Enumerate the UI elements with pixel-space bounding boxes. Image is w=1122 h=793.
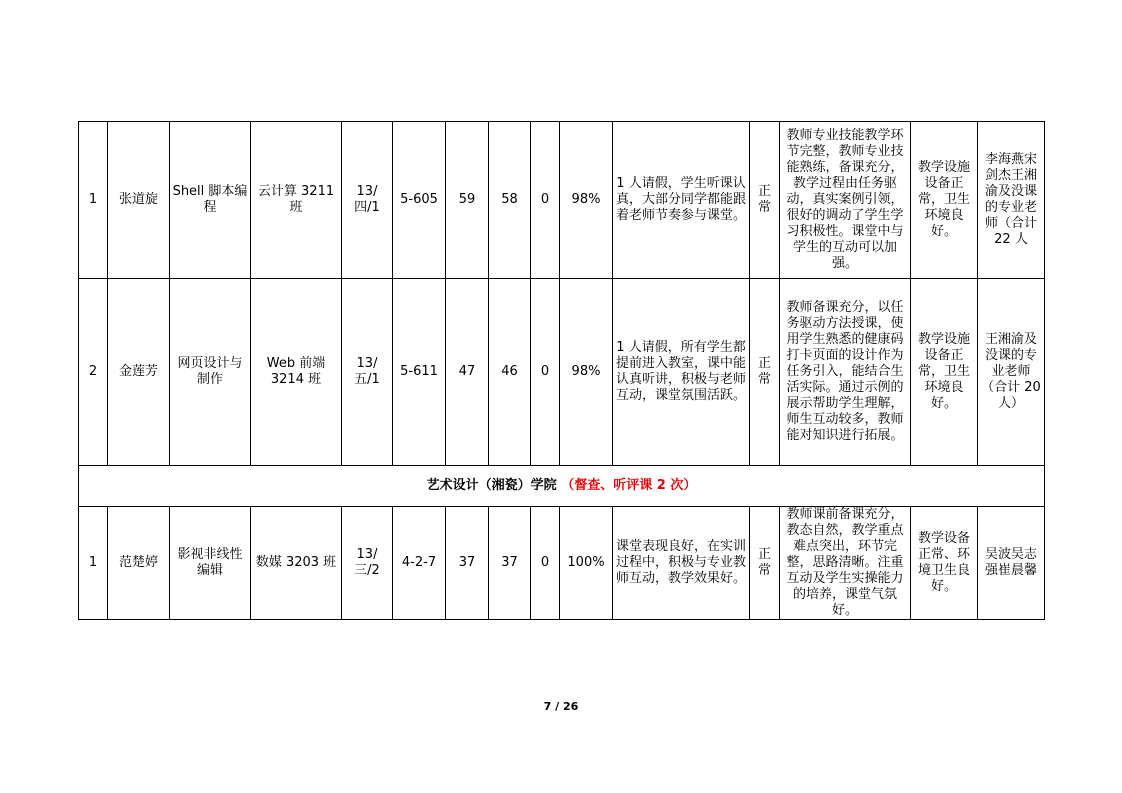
expected-count: 37 bbox=[446, 507, 489, 620]
teaching-comment: 教师备课充分，以任务驱动方法授课，使用学生熟悉的健康码打卡页面的设计作为任务引入，能结合生活实际。通过示例的展示帮助学生理解，师生互动较多，教师能对知识进行拓展。 bbox=[780, 279, 911, 466]
inspection-table bbox=[78, 121, 1045, 620]
observers: 吴波吴志强崔晨馨 bbox=[978, 507, 1045, 620]
table-row bbox=[79, 122, 1045, 279]
row-number: 1 bbox=[79, 122, 108, 279]
row-number: 2 bbox=[79, 279, 108, 466]
classroom: 5-605 bbox=[393, 122, 446, 279]
week-day-section: 13/四/1 bbox=[342, 122, 393, 279]
observers: 李海燕宋剑杰王湘渝及没课的专业老师（合计 22 人 bbox=[978, 122, 1045, 279]
absent-count: 0 bbox=[531, 507, 560, 620]
section-row bbox=[79, 466, 1045, 507]
order-status: 正常 bbox=[750, 507, 780, 620]
classroom: 4-2-7 bbox=[393, 507, 446, 620]
table-row bbox=[79, 279, 1045, 466]
facilities-status: 教学设施设备正常，卫生环境良好。 bbox=[911, 279, 978, 466]
expected-count: 47 bbox=[446, 279, 489, 466]
week-day-section: 13/五/1 bbox=[342, 279, 393, 466]
week-day-section: 13/三/2 bbox=[342, 507, 393, 620]
absent-count: 0 bbox=[531, 122, 560, 279]
facilities-status: 教学设施设备正常，卫生环境良好。 bbox=[911, 122, 978, 279]
teaching-comment: 教师专业技能教学环节完整，教师专业技能熟练，备课充分，教学过程由任务驱动，真实案例引领，很好的调动了学生学习积极性。课堂中与学生的互动可以加强。 bbox=[780, 122, 911, 279]
teacher-name: 范楚婷 bbox=[108, 507, 170, 620]
attendance-rate: 100% bbox=[560, 507, 613, 620]
teacher-name: 金莲芳 bbox=[108, 279, 170, 466]
table-row bbox=[79, 507, 1045, 620]
section-title: 艺术设计（湘瓷）学院 bbox=[426, 478, 557, 493]
course-name: 网页设计与制作 bbox=[170, 279, 251, 466]
order-status: 正常 bbox=[750, 122, 780, 279]
observers: 王湘渝及没课的专业老师（合计 20 人） bbox=[978, 279, 1045, 466]
course-name: 影视非线性编辑 bbox=[170, 507, 251, 620]
teaching-comment: 教师课前备课充分，教态自然，教学重点难点突出，环节完整，思路清晰。注重互动及学生实操能力的培养，课堂气氛好。 bbox=[780, 507, 911, 620]
actual-count: 46 bbox=[489, 279, 531, 466]
page-number: 7 / 26 bbox=[543, 700, 579, 713]
actual-count: 58 bbox=[489, 122, 531, 279]
attendance-note: 课堂表现良好，在实训过程中，积极与专业教师互动，教学效果好。 bbox=[613, 507, 750, 620]
absent-count: 0 bbox=[531, 279, 560, 466]
class-name: Web 前端 3214 班 bbox=[251, 279, 342, 466]
class-name: 数媒 3203 班 bbox=[251, 507, 342, 620]
attendance-rate: 98% bbox=[560, 122, 613, 279]
facilities-status: 教学设备正常、环境卫生良好。 bbox=[911, 507, 978, 620]
attendance-note: 1 人请假，学生听课认真，大部分同学都能跟着老师节奏参与课堂。 bbox=[613, 122, 750, 279]
order-status: 正常 bbox=[750, 279, 780, 466]
attendance-rate: 98% bbox=[560, 279, 613, 466]
classroom: 5-611 bbox=[393, 279, 446, 466]
expected-count: 59 bbox=[446, 122, 489, 279]
section-note: （督查、听评课 2 次） bbox=[561, 478, 697, 493]
teacher-name: 张道旋 bbox=[108, 122, 170, 279]
attendance-note: 1 人请假，所有学生都提前进入教室，课中能认真听讲，积极与老师互动，课堂氛围活跃。 bbox=[613, 279, 750, 466]
section-heading bbox=[79, 466, 1045, 507]
class-name: 云计算 3211 班 bbox=[251, 122, 342, 279]
actual-count: 37 bbox=[489, 507, 531, 620]
row-number: 1 bbox=[79, 507, 108, 620]
course-name: Shell 脚本编程 bbox=[170, 122, 251, 279]
